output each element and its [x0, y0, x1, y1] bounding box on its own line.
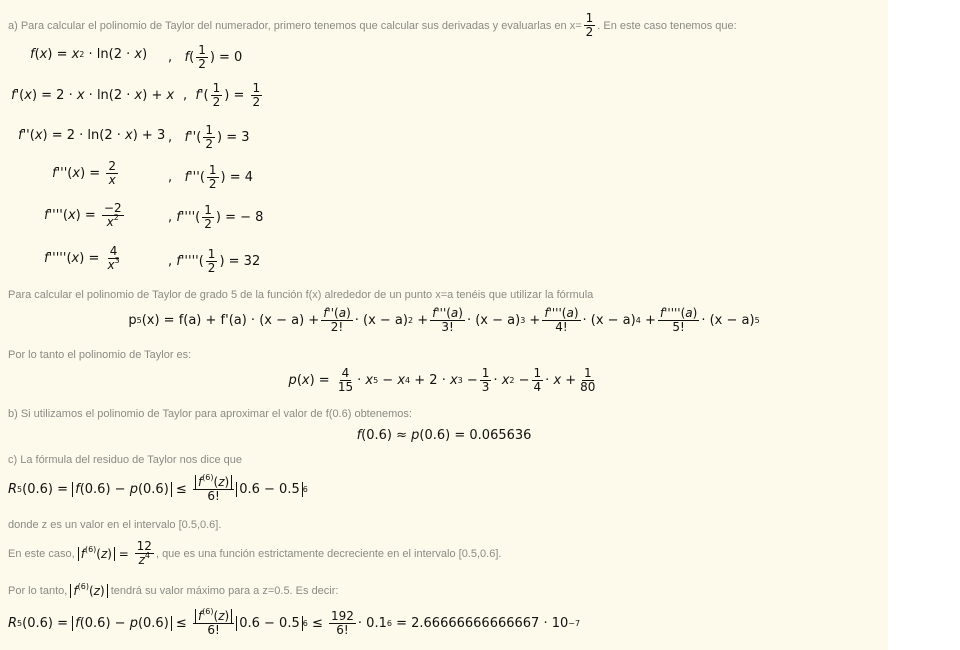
intro-a-fraction: $\frac{1}{2}$	[585, 11, 594, 39]
sixth-derivative-abs-2: $f^{(6)}(z)$	[70, 584, 107, 598]
derivative-f0: f ( x ) = x 2 · ln(2 · x )	[30, 47, 148, 62]
approximation-result: f (0.6) ≈ p (0.6) = 0.065636	[356, 428, 532, 443]
intro-a-text: a) Para calcular el polinomio de Taylor del numerador, primero tenemos que calcular sus derivadas y evaluarlas en x=	[8, 19, 582, 32]
sixth-derivative-abs: $f^{(6)}(z)$ = $\frac{12}{z^4}$	[78, 540, 156, 567]
derivative-f1-value: , f '( $\frac{1}{2}$ ) = $\frac{1}{2}$	[183, 81, 261, 109]
bound-value: 2.66666666666667	[411, 616, 540, 631]
part-b-text: b) Si utilizamos el polinomio de Taylor para aproximar el valor de f(0.6) obtenemos:	[8, 408, 412, 420]
residue-formula: R 5 (0.6) = f(0.6) − p(0.6) ≤ $\frac{f^{(6)}(z)}{6!}$ 0.6 − 0.5 6	[8, 473, 308, 503]
derivative-f2-value: , f ''( $\frac{1}{2}$ ) = 3	[168, 123, 250, 151]
donde-text: donde z es un valor en el intervalo [0.5,0.6].	[8, 519, 222, 531]
por-tanto-line: Por lo tanto, $f^{(6)}(z)$ tendrá su valor máximo para a z=0.5. Es decir:	[8, 582, 339, 598]
derivative-f5: f '''''( x ) = $\frac{4}{x^3}$	[44, 244, 120, 272]
derivative-f3-value: , f '''( $\frac{1}{2}$ ) = 4	[168, 163, 254, 191]
derivative-f0-value: , f ( $\frac{1}{2}$ ) = 0	[168, 43, 243, 71]
residue-bound: R 5 (0.6) = f(0.6) − p(0.6) ≤ $\frac{f^{(6)}(z)}{6!}$ 0.6 − 0.5 6 ≤ $\frac{192}{6!}$ · 0.1 6 = 2.66666666666667 · 10 −7	[8, 607, 581, 637]
este-caso-line: En este caso, $f^{(6)}(z)$ = $\frac{12}{z^4}$ , que es una función estrictamente decreciente en el intervalo [0.5,0.6].	[8, 539, 502, 567]
derivative-f2: f ''( x ) = 2 · ln(2 · x ) + 3	[18, 128, 166, 143]
derivative-f5-value: , f '''''( $\frac{1}{2}$ ) = 32	[168, 247, 261, 275]
approx-value: 0.065636	[469, 428, 532, 443]
intro-a-end: . En este caso tenemos que:	[597, 19, 737, 32]
polynomial-intro: Por lo tanto el polinomio de Taylor es:	[8, 349, 192, 361]
derivative-f4: f ''''( x ) = $\frac{-2}{x^2}$	[44, 201, 122, 229]
formula-intro: Para calcular el polinomio de Taylor de grado 5 de la función f(x) alrededor de un punto x=a tenéis que utilizar la fórmula	[8, 289, 594, 301]
taylor-polynomial: p ( x ) = $\frac{4}{15}$ · x 5 − x 4 + 2 · x 3 − $\frac{1}{3}$ · x 2 − $\frac{1}{4}$ · x + $\frac{1}{80}$	[288, 366, 596, 394]
derivative-f1: f '( x ) = 2 · x · ln(2 · x ) + x	[11, 88, 175, 103]
derivative-f4-value: , f ''''( $\frac{1}{2}$ ) = − 8	[168, 203, 264, 231]
taylor-formula: p 5 (x) = f(a) + f'(a) · (x − a) + $\frac{f''(a)}{2!}$ · (x − a) 2 + $\frac{f'''(a)}{3!}$ · (x − a) 3 + $\frac{f''''(a)}{4!}$ · (x − a) 4 + $\frac{f'''''(a)}{5!}$ · (x − a) 5	[128, 306, 760, 334]
part-c-text: c) La fórmula del residuo de Taylor nos dice que	[8, 454, 242, 466]
intro-a-paragraph	[8, 12, 737, 39]
derivative-f3: f '''( x ) = $\frac{2}{x}$	[52, 159, 116, 187]
